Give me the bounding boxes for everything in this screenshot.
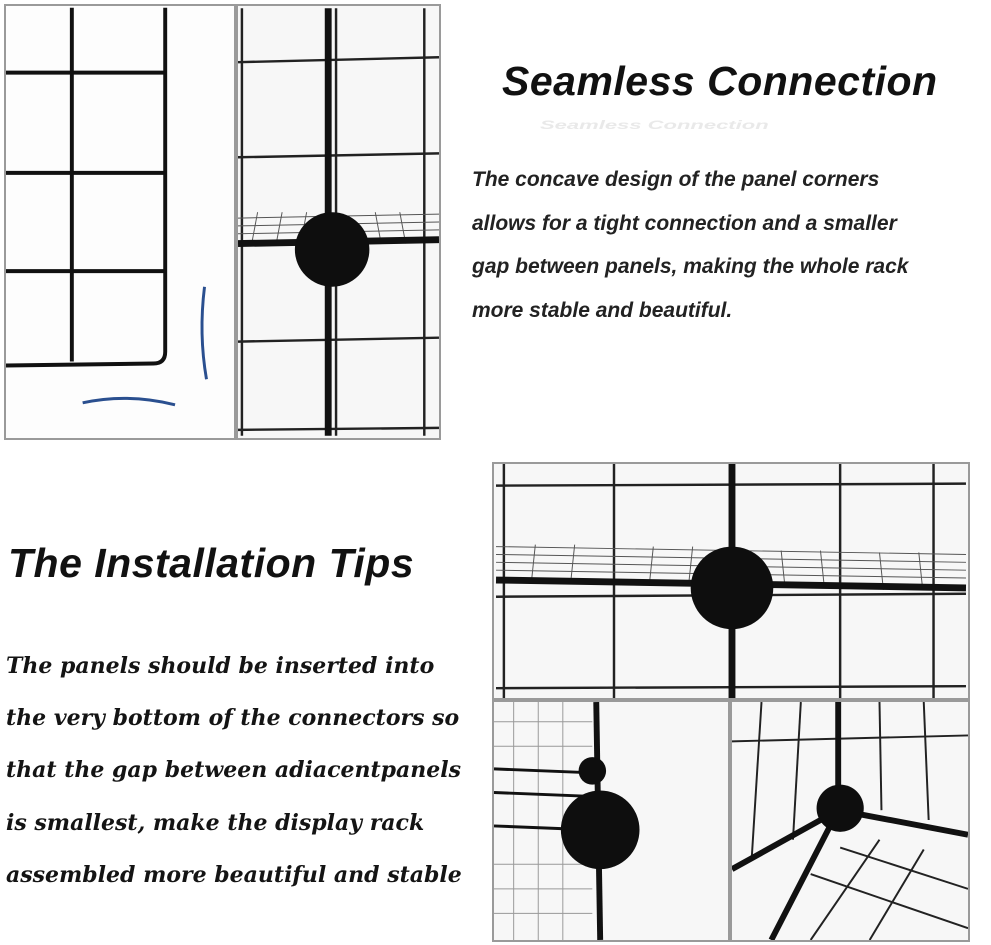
description-line: allows for a tight connection and a smaller xyxy=(472,211,897,235)
connector-disc xyxy=(295,212,370,287)
installation-tips-title: The Installation Tips xyxy=(8,540,415,586)
connector-joint-photo xyxy=(236,4,441,440)
corner-connector-illustration xyxy=(732,702,968,940)
panel-corner-photo xyxy=(4,4,236,440)
seamless-connection-title: Seamless Connection xyxy=(502,58,938,104)
seamless-connection-title-reflection: Seamless Connection xyxy=(540,118,769,132)
side-connector-photo xyxy=(492,700,730,942)
corner-connector-photo xyxy=(730,700,970,942)
description-line: The concave design of the panel corners xyxy=(472,168,880,191)
description-line: gap between panels, making the whole rack xyxy=(472,255,909,278)
corner-arc-horizontal xyxy=(83,398,175,404)
tip-line: that the gap between adiacentpanels xyxy=(6,757,462,784)
tip-line: is smallest, make the display rack xyxy=(6,809,425,836)
connector-joint-illustration xyxy=(238,6,439,438)
shelf-connector-illustration xyxy=(494,464,968,698)
tip-line: the very bottom of the connectors so xyxy=(6,705,460,732)
connector-disc xyxy=(691,547,774,630)
connector-disc xyxy=(817,785,864,832)
description-line: more stable and beautiful. xyxy=(472,298,733,322)
connector-disc xyxy=(561,791,640,870)
tip-line: The panels should be inserted into xyxy=(6,653,435,679)
upper-connector-disc xyxy=(579,757,607,785)
side-connector-illustration xyxy=(494,702,728,940)
seamless-connection-description xyxy=(472,158,991,332)
installation-tips-description xyxy=(6,640,486,901)
shelf-connector-photo xyxy=(492,462,970,700)
tip-line: assembled more beautiful and stable xyxy=(6,861,462,888)
panel-corner-illustration xyxy=(6,6,234,438)
corner-arc-vertical xyxy=(202,287,206,379)
